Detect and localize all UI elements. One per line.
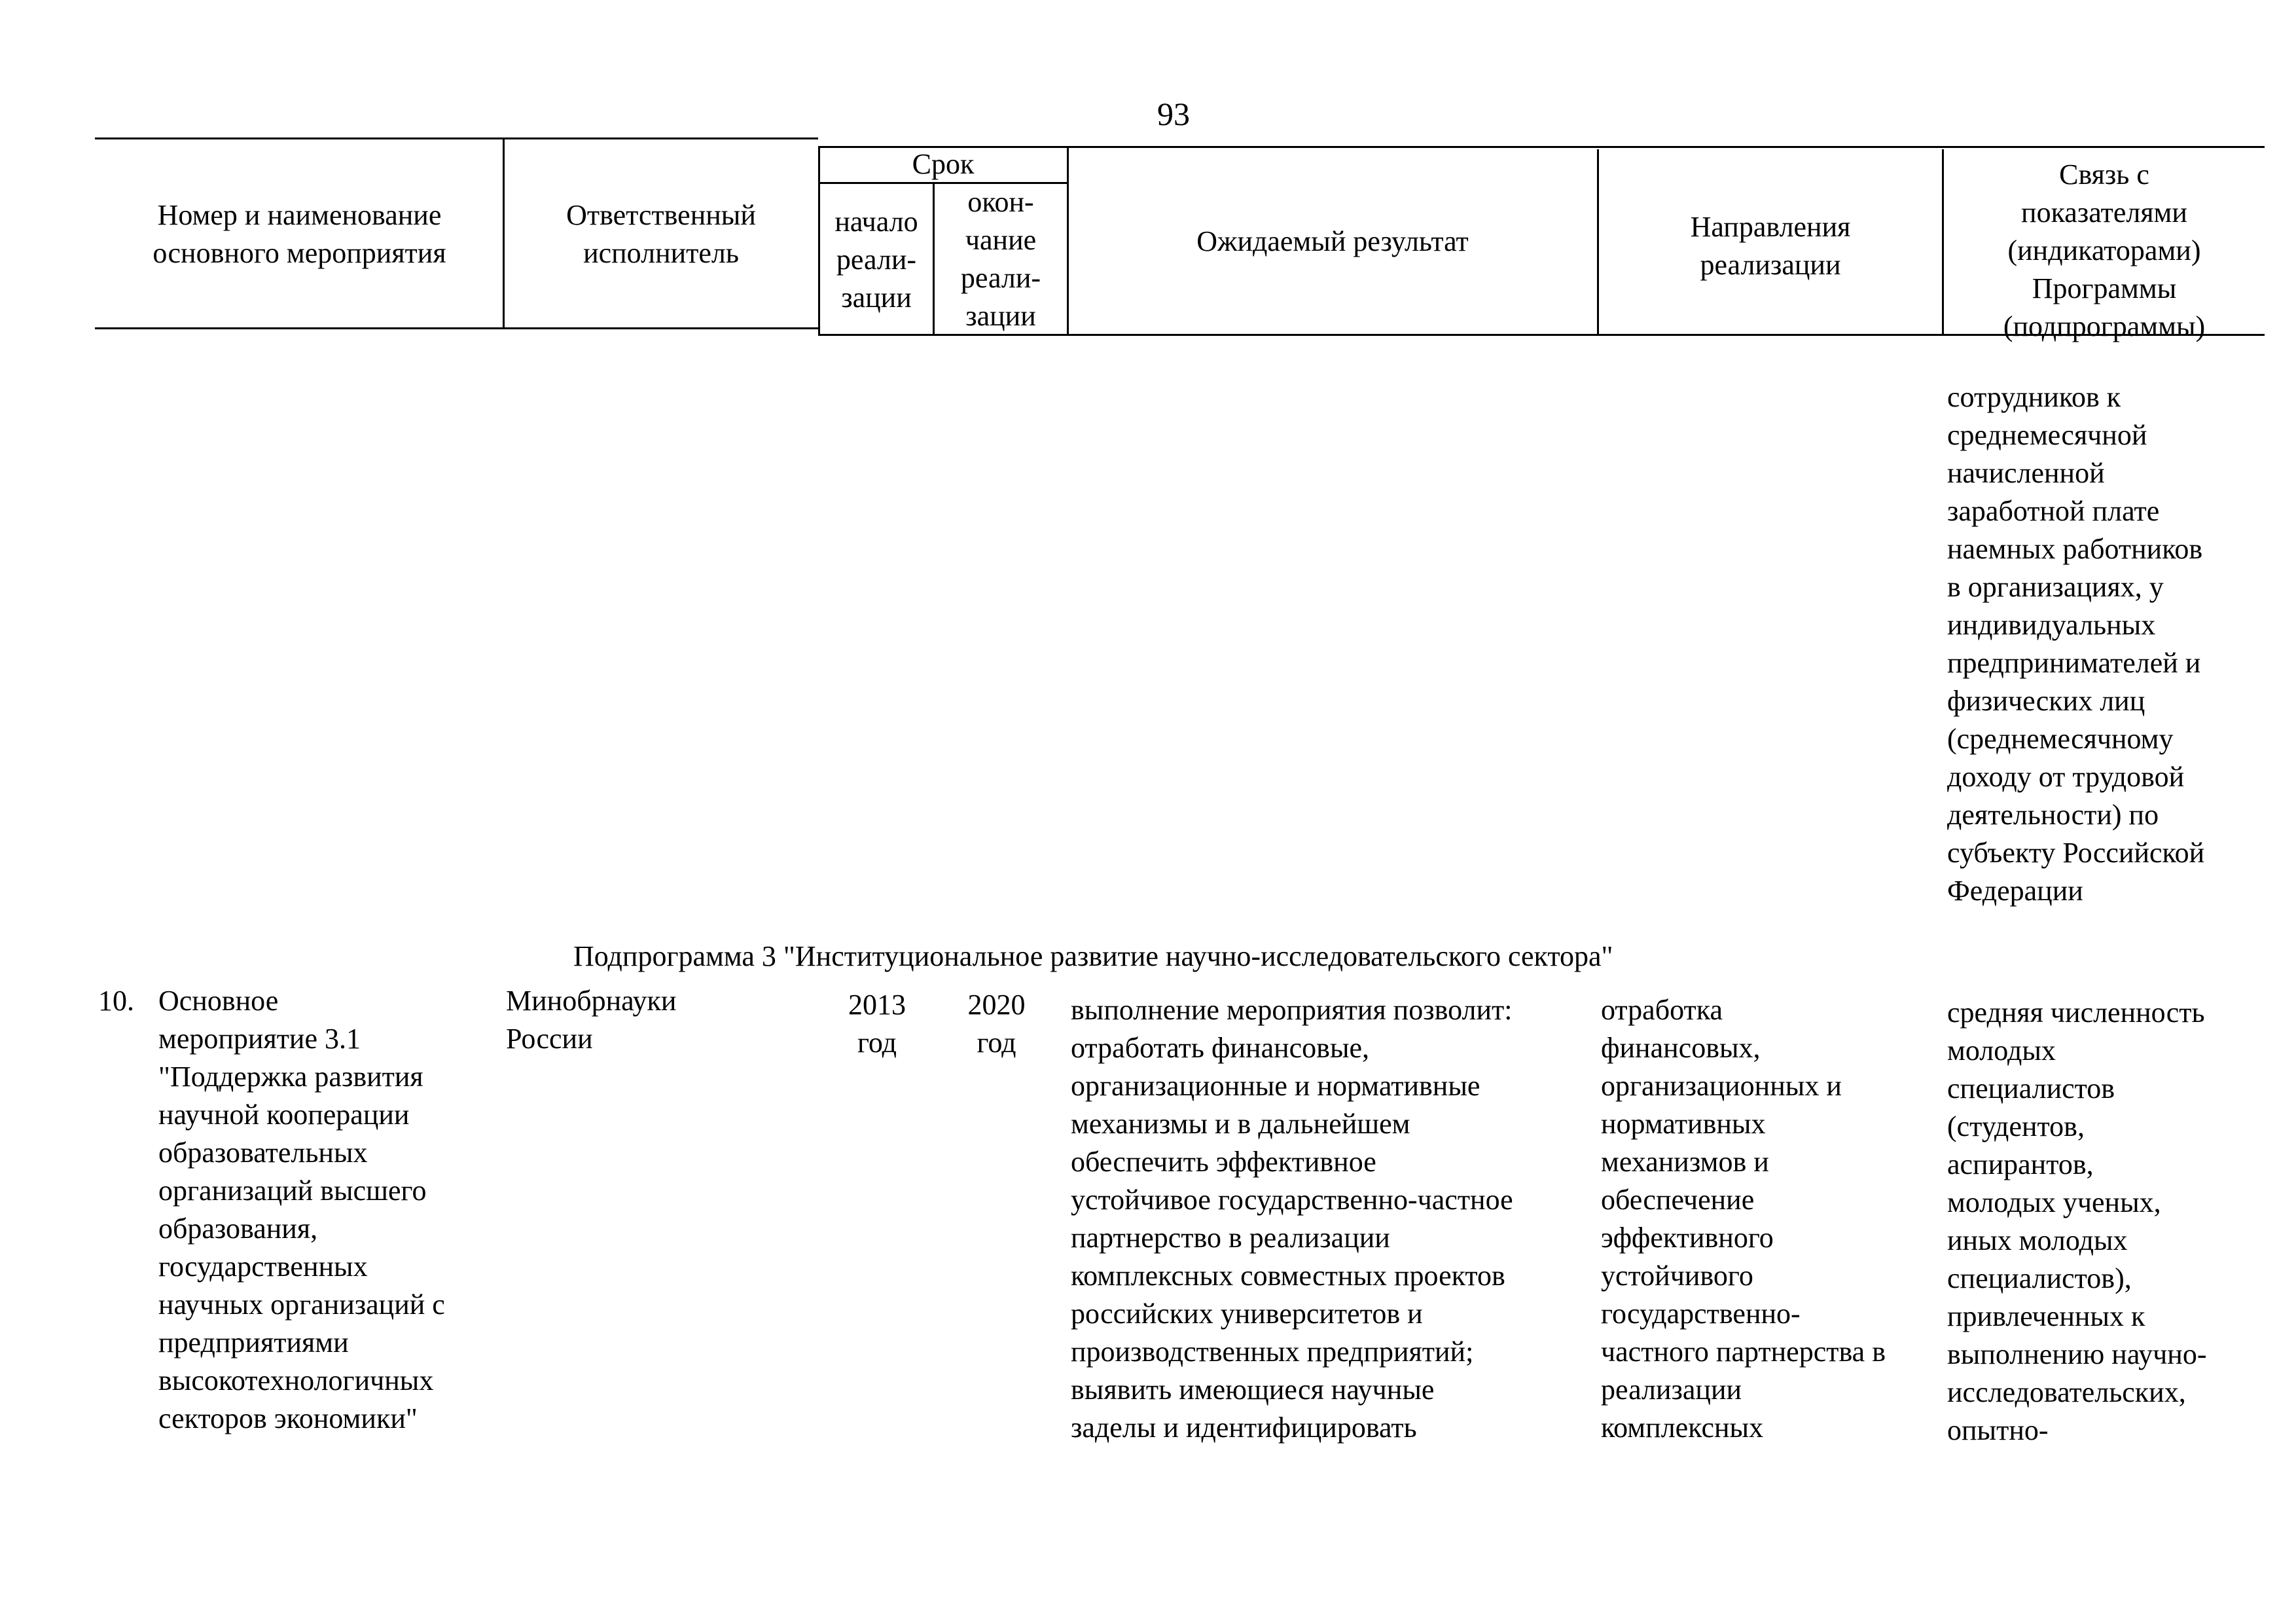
row-number: 10. [98,985,134,1017]
header-divider-1 [503,137,505,329]
header-link: Связь с показателями (индикаторами) Программы (подпрограммы) [2003,158,2206,342]
row-executor: Минобрнауки России [506,985,677,1055]
header-divider-4 [1067,146,1069,335]
header-divider-6 [1942,149,1944,335]
header-start: начало реали- зации [834,206,918,314]
row-directions: отработка финансовых, организационных и нормативных механизмов и обеспечение эффективного устойчивого государственно- частного партнерства в реализации комплексных [1601,994,1886,1444]
subprogram-title: Подпрограмма 3 "Институциональное развитие научно-исследовательского сектора" [573,940,1613,972]
header-srok: Срок [912,148,975,180]
continued-indicator-text: сотрудников к среднемесячной начисленной заработной плате наемных работников в организациях, у индивидуальных предпринимателей и физических лиц (среднемесячному доходу от трудовой деятельности) по субъекту Российской Федерации [1947,381,2205,907]
header-top-rule [95,137,818,139]
row-name: Основное мероприятие 3.1 "Поддержка развития научной кооперации образовательных организаций высшего образования, государственных научных организаций с предприятиями высокотехнологичных секторов экономики" [158,985,445,1434]
header-end: окон- чание реали- зации [960,186,1041,332]
header-divider-5 [1597,149,1599,335]
row-result: выполнение мероприятия позволит: отработать финансовые, организационные и нормативные механизмы и в дальнейшем обеспечить эффективное устойчивое государственно-частное партнерство в реализации комплексных совместных проектов российских университетов и производственных предприятий; выявить имеющиеся научные заделы и идентифицировать [1071,994,1513,1444]
header-col-name: Номер и наименование основного мероприятия [152,199,446,269]
row-start-year: 2013 год [848,989,906,1059]
header-directions: Направления реализации [1690,211,1851,281]
page-number: 93 [1157,96,1190,132]
row-end-year: 2020 год [967,989,1026,1059]
header-col-executor: Ответственный исполнитель [566,199,756,269]
header-bottom-rule [95,327,818,329]
header-result: Ожидаемый результат [1196,225,1469,257]
row-indicator-link: средняя численность молодых специалистов (студентов, аспирантов, молодых ученых, иных молодых специалистов), привлеченных к выполнению научно- исследовательских, опытно- [1947,996,2207,1446]
header-divider-3 [933,182,935,335]
